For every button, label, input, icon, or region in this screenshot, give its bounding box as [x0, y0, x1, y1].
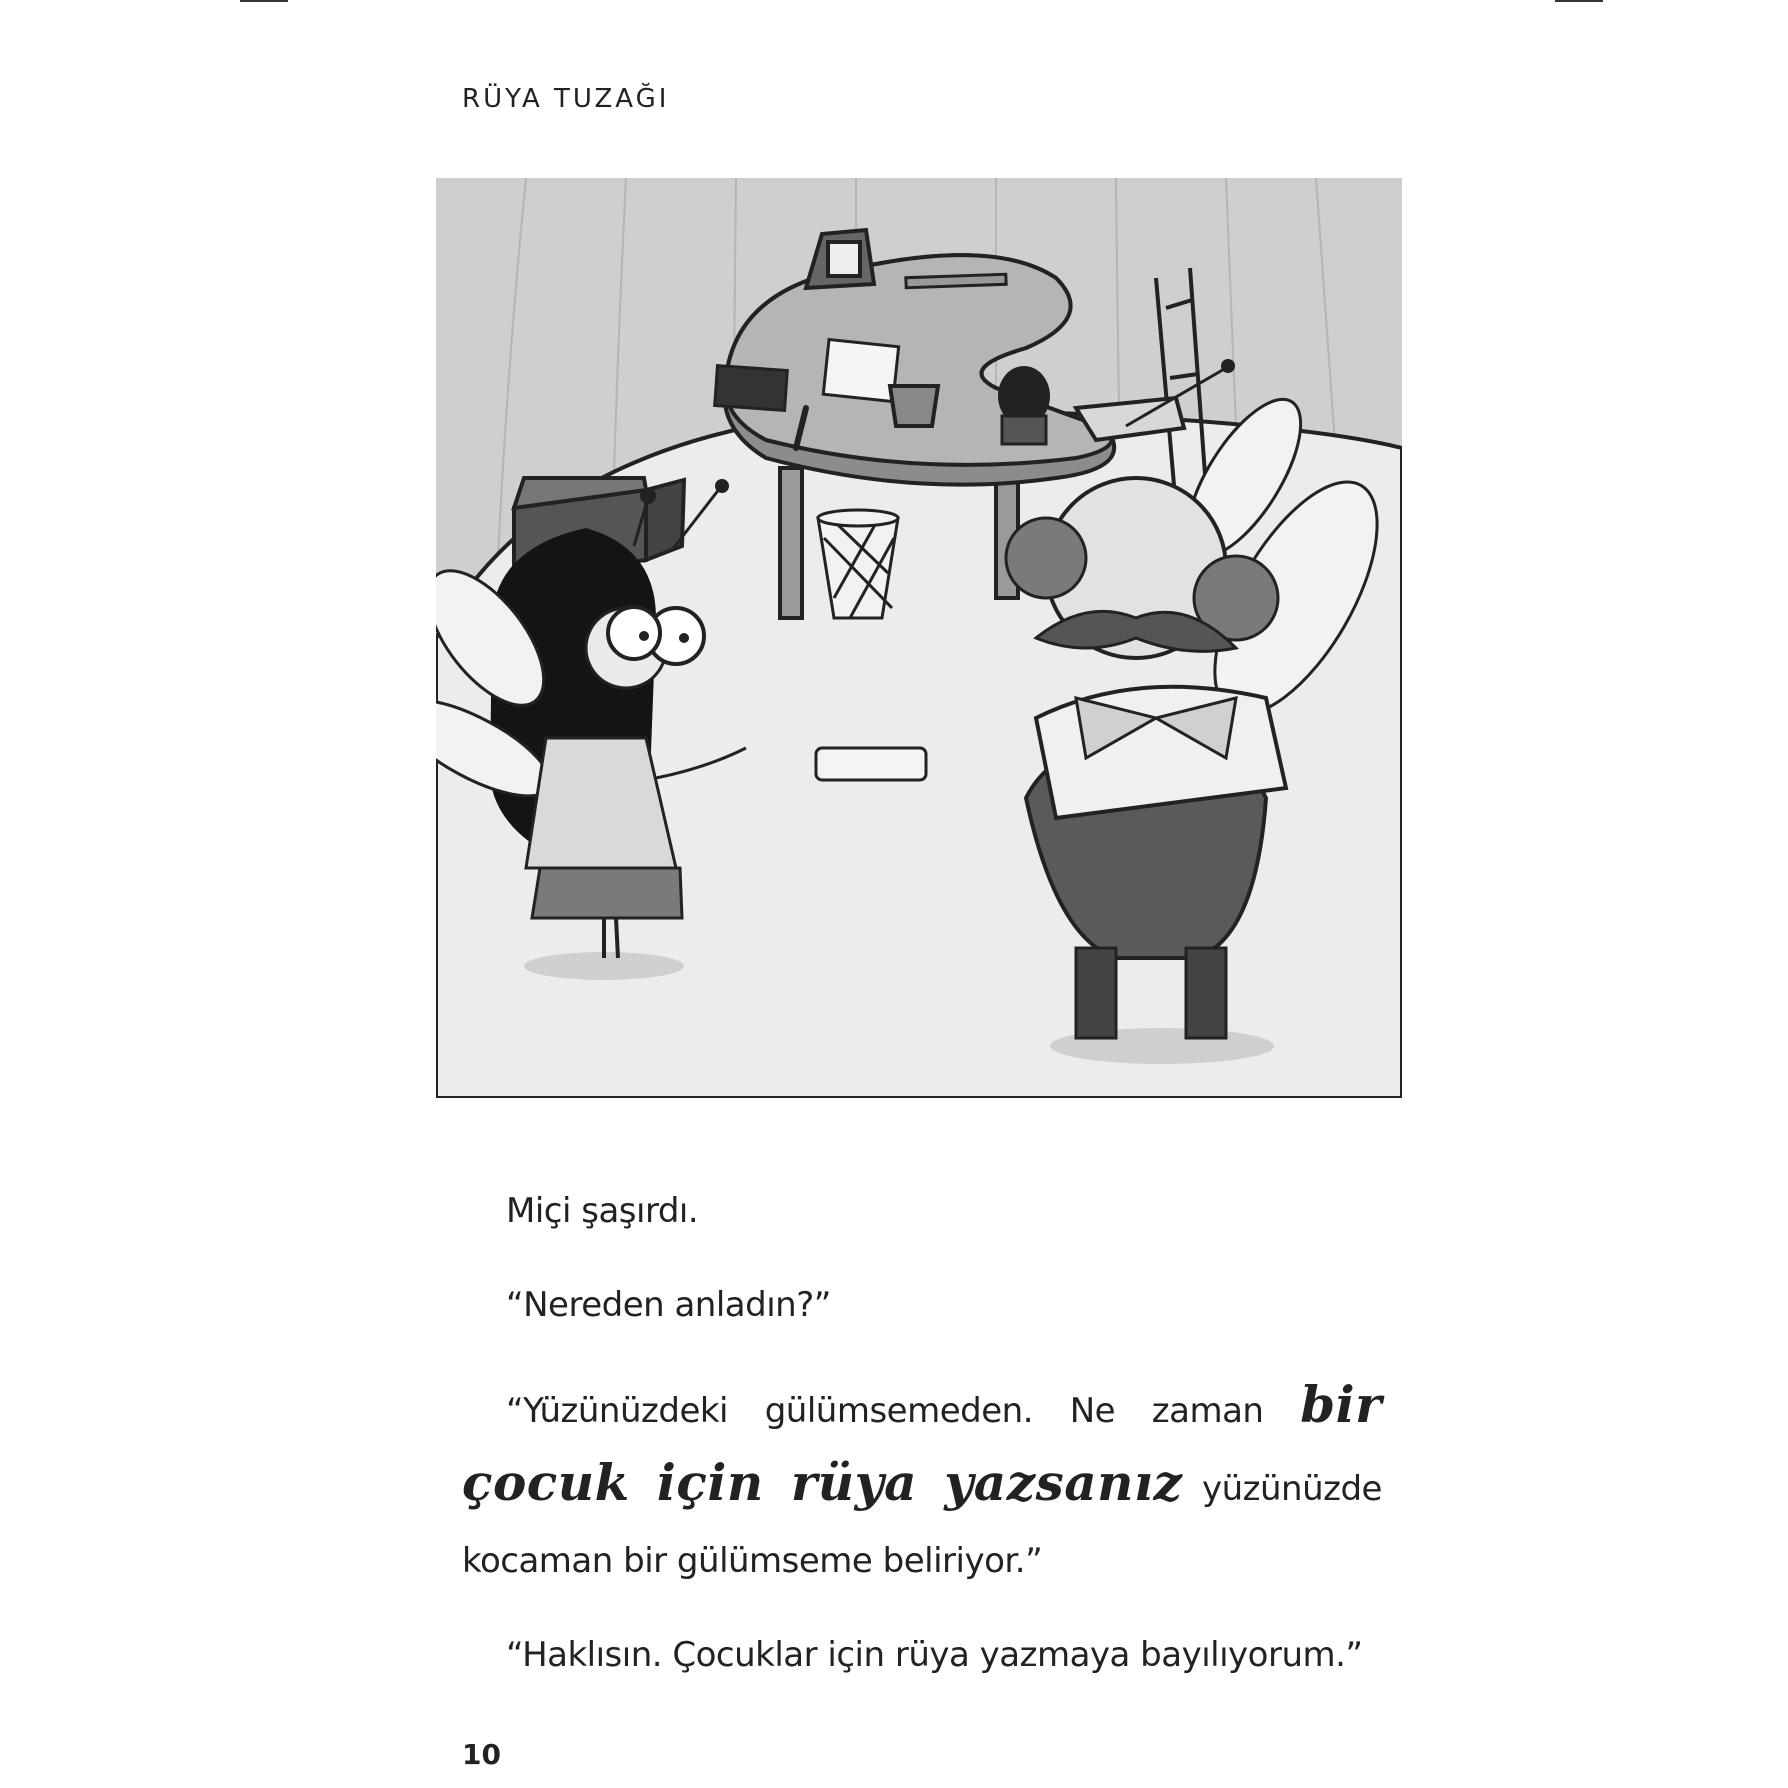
paper [823, 339, 898, 401]
crop-mark-right [1555, 0, 1603, 2]
cactus-pot [1002, 416, 1046, 444]
ruler [906, 274, 1006, 287]
running-head: RÜYA TUZAĞI [462, 84, 670, 114]
paragraph-text: yüzünüzde kocaman bir gülümseme beliriyor.” [462, 1469, 1382, 1581]
paragraph: Miçi şaşırdı. [506, 1191, 699, 1231]
page-number: 10 [462, 1738, 501, 1771]
paragraph: “Haklısın. Çocuklar için rüya yazmaya bayılıyorum.” [506, 1635, 1363, 1675]
paragraph-text: “Yüzünüzdeki gülümsemeden. Ne zaman [506, 1391, 1301, 1431]
emphasized-text: bir çocuk için rüya yazsanız [462, 1375, 1382, 1512]
cup [890, 386, 938, 426]
crop-mark-left [240, 0, 288, 2]
wastebasket [818, 510, 898, 618]
paragraph: “Nereden anladın?” [506, 1285, 831, 1325]
notebook [715, 366, 788, 411]
illustration [436, 178, 1402, 1098]
scroll [816, 748, 926, 780]
body-text [462, 1175, 1382, 1691]
paragraph [462, 1369, 1382, 1597]
